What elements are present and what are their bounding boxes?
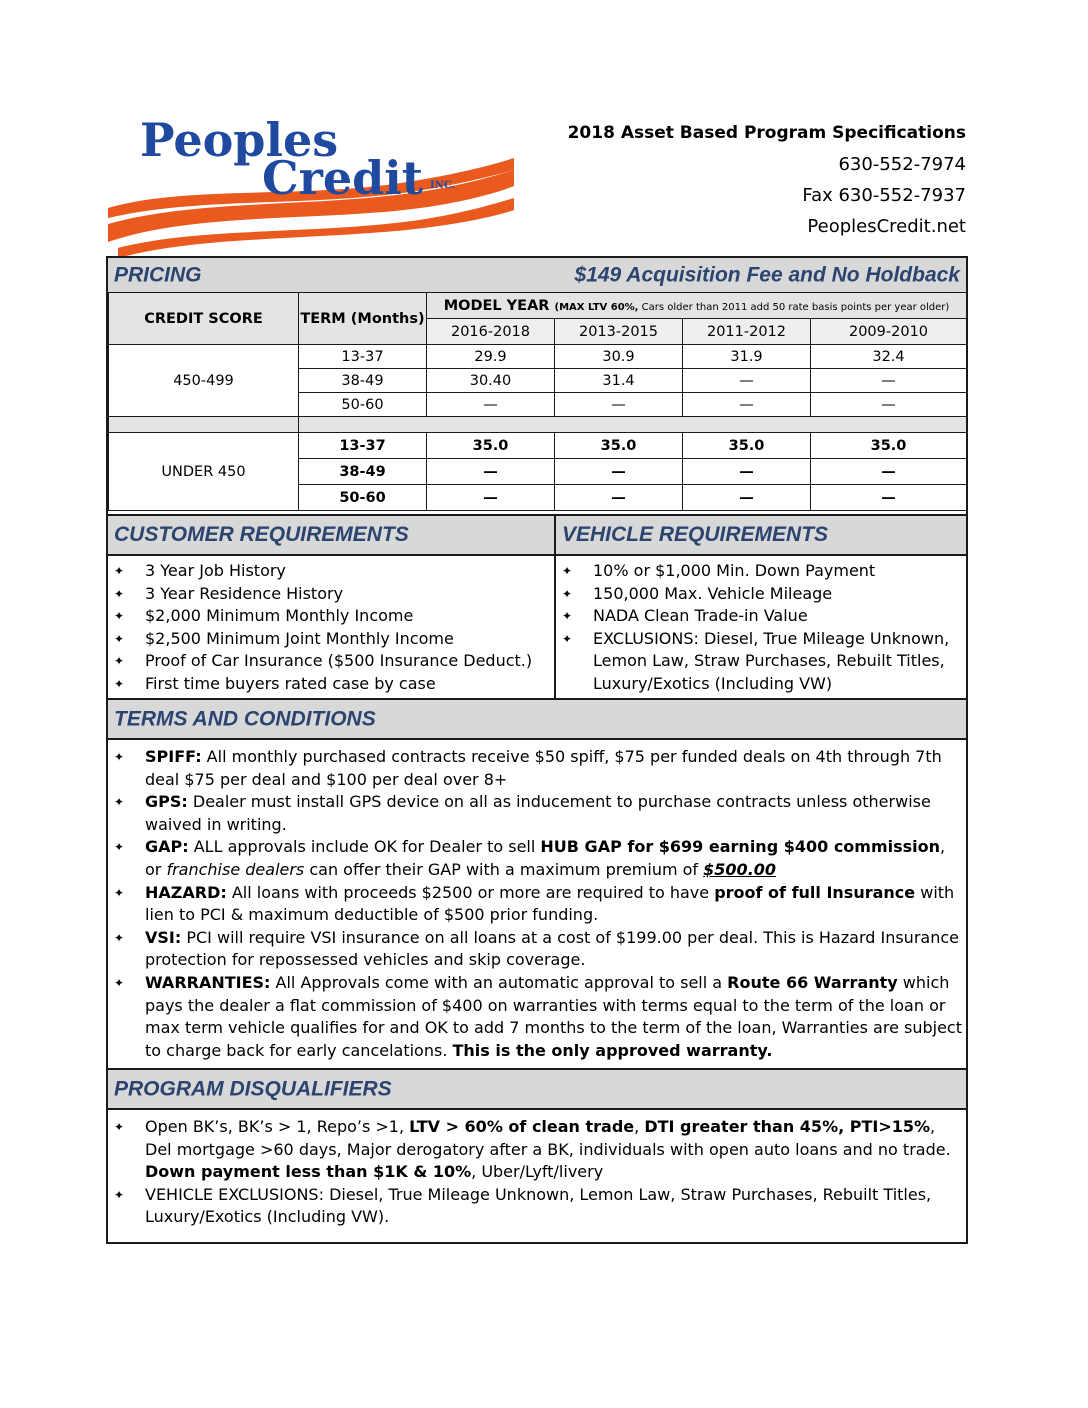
phone-number: 630-552-7974 <box>838 154 966 175</box>
table-row: 50-60 — — — — <box>109 485 967 511</box>
list-item: ✦ VEHICLE EXCLUSIONS: Diesel, True Mileage Unknown, Lemon Law, Straw Purchases, Rebuilt Titles, Luxury/Exotics (Including VW). <box>114 1184 932 1227</box>
contact-block <box>568 118 966 242</box>
credit-score-header: CREDIT SCORE <box>109 293 299 345</box>
peoples-credit-logo <box>104 112 518 258</box>
list-item: ✦ WARRANTIES: All Approvals come with an automatic approval to sell a Route 66 Warranty which pays the dealer a flat commission of $400 on warranties with terms equal to the term of the loan or max term vehicle qualifies for and OK to add 7 months to the term of the loan, Warranties are subject to charge back for early cancelations. This is the only approved warranty. <box>114 972 962 1060</box>
list-item: ✦ GPS: Dealer must install GPS device on all as inducement to purchase contracts unless otherwise waived in writing. <box>114 792 931 834</box>
acquisition-fee: $149 Acquisition Fee and No Holdback <box>574 263 960 287</box>
list-item: ✦ GAP: ALL approvals include OK for Dealer to sell HUB GAP for $699 earning $400 commission, or franchise dealers can offer their GAP with a maximum premium of $500.00 <box>114 837 946 879</box>
program-title: 2018 Asset Based Program Specifications <box>567 123 966 143</box>
year-col-1: 2016-2018 <box>427 319 555 345</box>
list-item: ✦ Open BK’s, BK’s > 1, Repo’s >1, LTV > 60% of clean trade, DTI greater than 45%, PTI>15%, Del mortgage >60 days, Major derogatory after a BK, individuals with open auto loans and no trade. Down payment less than $1K & 10%, Uber/Lyft/livery <box>114 1117 951 1182</box>
table-row: 450-499 13-37 29.9 30.9 31.9 32.4 <box>109 345 967 369</box>
pricing-title: PRICING <box>114 263 202 287</box>
credit-score-cell: 450-499 <box>109 345 299 417</box>
terms-header: TERMS AND CONDITIONS <box>108 698 966 740</box>
customer-req-header: CUSTOMER REQUIREMENTS <box>108 516 554 556</box>
logo-suffix: INC. <box>430 180 456 191</box>
pricing-header <box>108 258 966 294</box>
logo-line1: Peoples <box>140 113 339 167</box>
website-link[interactable]: PeoplesCredit.net <box>807 216 966 237</box>
list-item: ✦ EXCLUSIONS: Diesel, True Mileage Unknown, Lemon Law, Straw Purchases, Rebuilt Titles, Luxury/Exotics (Including VW) <box>562 628 950 693</box>
table-row: UNDER 450 13-37 35.0 35.0 35.0 35.0 <box>109 433 967 459</box>
list-item: ✦ First time buyers rated case by case <box>114 673 436 693</box>
fax-number: Fax 630-552-7937 <box>802 185 966 206</box>
disqualifiers-list <box>114 1116 962 1229</box>
year-col-4: 2009-2010 <box>811 319 967 345</box>
terms-list <box>114 746 962 1062</box>
list-item: ✦ VSI: PCI will require VSI insurance on all loans at a cost of $199.00 per deal. This is Hazard Insurance protection for repossessed vehicles and skip coverage. <box>114 927 959 970</box>
pricing-table <box>108 292 967 511</box>
vehicle-req-list <box>562 560 962 696</box>
table-row: 50-60 — — — — <box>109 393 967 417</box>
year-col-3: 2011-2012 <box>683 319 811 345</box>
list-item: ✦ $2,500 Minimum Joint Monthly Income <box>114 628 454 648</box>
table-spacer <box>109 417 967 433</box>
list-item: ✦ 150,000 Max. Vehicle Mileage <box>562 583 833 603</box>
customer-req-list <box>114 560 550 696</box>
term-header: TERM (Months) <box>299 293 427 345</box>
list-item: ✦ 3 Year Residence History <box>114 583 344 603</box>
vehicle-requirements <box>556 514 966 700</box>
list-item: ✦ Proof of Car Insurance ($500 Insurance Deduct.) <box>114 651 533 671</box>
list-item: ✦ 10% or $1,000 Min. Down Payment <box>562 561 876 580</box>
disqualifiers-header: PROGRAM DISQUALIFIERS <box>108 1068 966 1110</box>
year-col-2: 2013-2015 <box>555 319 683 345</box>
list-item: ✦ NADA Clean Trade-in Value <box>562 606 808 626</box>
customer-requirements <box>108 514 556 700</box>
list-item: ✦ SPIFF: All monthly purchased contracts receive $50 spiff, $75 per funded deals on 4th through 7th deal $75 per deal and $100 per deal over 8+ <box>114 747 942 789</box>
credit-score-cell: UNDER 450 <box>109 433 299 511</box>
table-row: 38-49 — — — — <box>109 459 967 485</box>
list-item: ✦ 3 Year Job History <box>114 561 286 580</box>
model-year-header: MODEL YEAR (MAX LTV 60%, Cars older than 2011 add 50 rate basis points per year older) <box>427 293 967 319</box>
list-item: ✦ HAZARD: All loans with proceeds $2500 or more are required to have proof of full Insurance with lien to PCI & maximum deductible of $500 prior funding. <box>114 882 955 925</box>
list-item: ✦ $2,000 Minimum Monthly Income <box>114 606 414 626</box>
table-row: 38-49 30.40 31.4 — — <box>109 369 967 393</box>
logo-line2: Credit <box>262 151 423 205</box>
spec-sheet <box>106 256 968 1244</box>
vehicle-req-header: VEHICLE REQUIREMENTS <box>556 516 966 556</box>
